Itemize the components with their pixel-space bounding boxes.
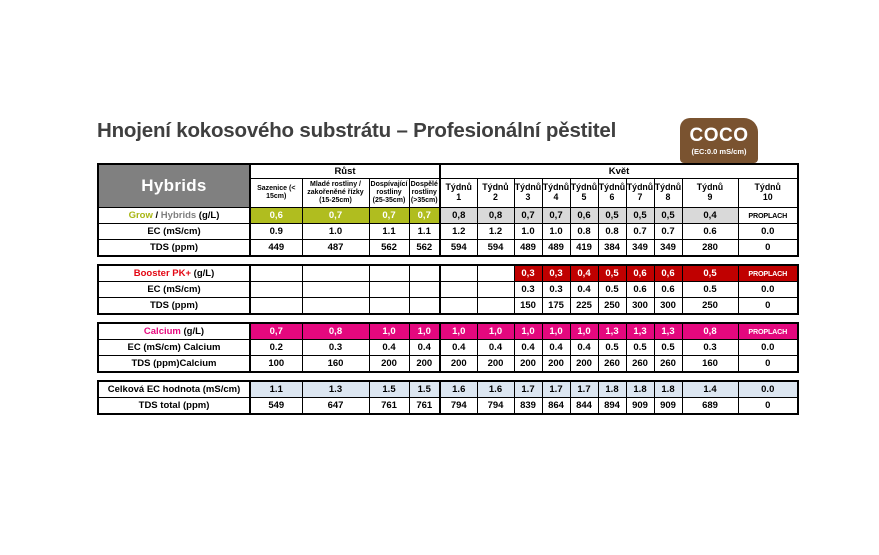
- value-cell: 1.6: [440, 381, 477, 398]
- value-cell: 1.1: [409, 224, 440, 240]
- group-header-row: [98, 164, 798, 179]
- value-cell: 489: [514, 240, 542, 257]
- value-cell: PROPLACH: [738, 265, 798, 282]
- calcium-rows: [98, 323, 798, 372]
- value-cell: 0: [738, 356, 798, 373]
- value-cell: 1.1: [369, 224, 409, 240]
- value-cell: 0,7: [302, 208, 369, 224]
- value-cell: 562: [369, 240, 409, 257]
- value-cell: 175: [542, 298, 570, 315]
- value-cell: 150: [514, 298, 542, 315]
- value-cell: 1.2: [440, 224, 477, 240]
- value-cell: [409, 282, 440, 298]
- value-cell: 0,5: [682, 265, 738, 282]
- grow-tds-row: [98, 240, 798, 257]
- value-cell: PROPLACH: [738, 323, 798, 340]
- value-cell: 549: [250, 398, 302, 415]
- booster-tds-row: [98, 298, 798, 315]
- booster-label-part: (g/L): [191, 267, 215, 279]
- stage-column-header: Sazenice (< 15cm): [250, 179, 302, 208]
- value-cell: 0.5: [598, 282, 626, 298]
- week-label: Týdnů: [482, 182, 509, 193]
- value-cell: 0,5: [654, 208, 682, 224]
- value-cell: 250: [598, 298, 626, 315]
- value-cell: 909: [654, 398, 682, 415]
- value-cell: 1.6: [477, 381, 514, 398]
- value-cell: 1.0: [542, 224, 570, 240]
- value-cell: 419: [570, 240, 598, 257]
- week-column-header: [654, 179, 682, 208]
- totals-rows: [98, 381, 798, 414]
- value-cell: 200: [570, 356, 598, 373]
- grow-label-part: Hybrids: [160, 209, 197, 221]
- coco-badge-ec: (EC:0.0 mS/cm): [691, 146, 747, 156]
- value-cell: 0,6: [626, 265, 654, 282]
- value-cell: 0,8: [302, 323, 369, 340]
- totals-label: TDS total (ppm): [98, 398, 250, 415]
- value-cell: 200: [440, 356, 477, 373]
- value-cell: 1,0: [542, 323, 570, 340]
- value-cell: [440, 282, 477, 298]
- booster-table: [97, 264, 799, 315]
- value-cell: 0.4: [409, 340, 440, 356]
- stage-column-header: Dospívající rostliny (25-35cm): [369, 179, 409, 208]
- value-cell: 1,0: [477, 323, 514, 340]
- value-cell: 0,7: [542, 208, 570, 224]
- value-cell: [477, 298, 514, 315]
- value-cell: 1,3: [626, 323, 654, 340]
- value-cell: 1.2: [477, 224, 514, 240]
- value-cell: 562: [409, 240, 440, 257]
- value-cell: [477, 282, 514, 298]
- value-cell: 300: [654, 298, 682, 315]
- week-column-header: [440, 179, 477, 208]
- calcium-dose-row: [98, 323, 798, 340]
- week-number: 10: [762, 192, 773, 202]
- week-label: Týdnů: [626, 182, 654, 193]
- value-cell: 0.0: [738, 224, 798, 240]
- value-cell: 1,0: [409, 323, 440, 340]
- value-cell: [302, 282, 369, 298]
- value-cell: 0,6: [654, 265, 682, 282]
- table-corner-hybrids: Hybrids: [98, 164, 250, 208]
- value-cell: 1,3: [598, 323, 626, 340]
- value-cell: 0.8: [598, 224, 626, 240]
- week-number: 2: [493, 192, 498, 202]
- value-cell: 594: [477, 240, 514, 257]
- grow-rows: [98, 208, 798, 257]
- value-cell: 0.3: [542, 282, 570, 298]
- phase-header-rust: Růst: [250, 164, 440, 179]
- coco-badge-label: COCO: [689, 124, 749, 146]
- value-cell: 761: [369, 398, 409, 415]
- week-column-header: [477, 179, 514, 208]
- value-cell: 689: [682, 398, 738, 415]
- value-cell: 0.5: [654, 340, 682, 356]
- value-cell: 0.4: [440, 340, 477, 356]
- value-cell: [250, 282, 302, 298]
- grow-label-part: (g/L): [196, 209, 220, 221]
- value-cell: 0,5: [598, 208, 626, 224]
- table-header: [98, 164, 798, 208]
- week-column-header: [738, 179, 798, 208]
- value-cell: [302, 298, 369, 315]
- week-number: 3: [525, 192, 531, 202]
- value-cell: 1,0: [514, 323, 542, 340]
- value-cell: [440, 265, 477, 282]
- week-number: 6: [609, 192, 615, 202]
- value-cell: 0.7: [654, 224, 682, 240]
- value-cell: 844: [570, 398, 598, 415]
- value-cell: 0,4: [570, 265, 598, 282]
- value-cell: 1.7: [514, 381, 542, 398]
- booster-ec-row: [98, 282, 798, 298]
- grow-label: EC (mS/cm): [98, 224, 250, 240]
- feeding-schedule: [97, 163, 799, 422]
- value-cell: 260: [654, 356, 682, 373]
- calcium-table: [97, 322, 799, 373]
- value-cell: 349: [654, 240, 682, 257]
- value-cell: 0,8: [477, 208, 514, 224]
- week-number: 1: [456, 192, 462, 202]
- value-cell: 0: [738, 240, 798, 257]
- calcium-label: TDS (ppm)Calcium: [98, 356, 250, 373]
- value-cell: 100: [250, 356, 302, 373]
- value-cell: 0.4: [477, 340, 514, 356]
- calcium-label-part: Calcium: [143, 325, 181, 337]
- value-cell: 0.5: [682, 282, 738, 298]
- value-cell: 200: [409, 356, 440, 373]
- value-cell: 0.5: [598, 340, 626, 356]
- value-cell: 0.6: [682, 224, 738, 240]
- week-column-header: [570, 179, 598, 208]
- calcium-ec-row: [98, 340, 798, 356]
- week-label: Týdnů: [514, 182, 542, 193]
- week-number: 7: [637, 192, 643, 202]
- value-cell: 794: [477, 398, 514, 415]
- week-number: 9: [707, 192, 713, 202]
- week-column-header: [682, 179, 738, 208]
- week-column-header: [598, 179, 626, 208]
- value-cell: 260: [598, 356, 626, 373]
- value-cell: 280: [682, 240, 738, 257]
- value-cell: 0,4: [682, 208, 738, 224]
- grow-label: TDS (ppm): [98, 240, 250, 257]
- booster-label-part: Booster PK+: [133, 267, 192, 279]
- value-cell: 1.0: [514, 224, 542, 240]
- value-cell: 349: [626, 240, 654, 257]
- value-cell: 594: [440, 240, 477, 257]
- value-cell: 0.3: [514, 282, 542, 298]
- value-cell: 1,0: [440, 323, 477, 340]
- value-cell: 0.4: [514, 340, 542, 356]
- week-label: Týdnů: [654, 182, 682, 193]
- page-title: Hnojení kokosového substrátu – Profesionální pěstitel: [97, 119, 617, 142]
- value-cell: [250, 265, 302, 282]
- value-cell: 1.0: [302, 224, 369, 240]
- value-cell: 1.5: [369, 381, 409, 398]
- calcium-label: [98, 323, 250, 340]
- value-cell: 1.8: [598, 381, 626, 398]
- value-cell: 794: [440, 398, 477, 415]
- grow-label-part: /: [152, 209, 161, 221]
- value-cell: [440, 298, 477, 315]
- value-cell: 1.3: [302, 381, 369, 398]
- totals-label: Celková EC hodnota (mS/cm): [98, 381, 250, 398]
- value-cell: 0,8: [440, 208, 477, 224]
- totals-table: [97, 380, 799, 415]
- stage-column-header: Dospělé rostliny (>35cm): [409, 179, 440, 208]
- week-number: 5: [581, 192, 587, 202]
- grow-label-part: Grow: [128, 209, 153, 221]
- value-cell: 0.0: [738, 282, 798, 298]
- total-ec-row: [98, 381, 798, 398]
- value-cell: [369, 282, 409, 298]
- value-cell: 0.3: [682, 340, 738, 356]
- grow-table: [97, 163, 799, 257]
- week-number: 8: [665, 192, 671, 202]
- value-cell: 1.1: [250, 381, 302, 398]
- week-column-header: [542, 179, 570, 208]
- value-cell: 260: [626, 356, 654, 373]
- value-cell: 0.5: [626, 340, 654, 356]
- grow-label: [98, 208, 250, 224]
- value-cell: 1.7: [542, 381, 570, 398]
- coco-badge: [680, 118, 758, 163]
- value-cell: 0,7: [250, 323, 302, 340]
- value-cell: 0: [738, 298, 798, 315]
- week-label: Týdnů: [754, 182, 781, 193]
- value-cell: 0.4: [570, 340, 598, 356]
- value-cell: 0.6: [626, 282, 654, 298]
- value-cell: 489: [542, 240, 570, 257]
- value-cell: 449: [250, 240, 302, 257]
- value-cell: 1.7: [570, 381, 598, 398]
- calcium-label-part: (g/L): [180, 325, 205, 337]
- value-cell: 0,7: [514, 208, 542, 224]
- value-cell: 0.2: [250, 340, 302, 356]
- value-cell: 0.4: [542, 340, 570, 356]
- total-tds-row: [98, 398, 798, 415]
- value-cell: PROPLACH: [738, 208, 798, 224]
- week-number: 4: [553, 192, 559, 202]
- value-cell: 1,0: [570, 323, 598, 340]
- value-cell: 0.8: [570, 224, 598, 240]
- week-label: Týdnů: [570, 182, 598, 193]
- value-cell: [369, 298, 409, 315]
- value-cell: 1,3: [654, 323, 682, 340]
- value-cell: 200: [477, 356, 514, 373]
- value-cell: 225: [570, 298, 598, 315]
- value-cell: 0,5: [626, 208, 654, 224]
- value-cell: [250, 298, 302, 315]
- value-cell: 1.8: [626, 381, 654, 398]
- value-cell: [409, 298, 440, 315]
- value-cell: [369, 265, 409, 282]
- value-cell: 0.3: [302, 340, 369, 356]
- week-column-header: [514, 179, 542, 208]
- week-label: Týdnů: [696, 182, 724, 193]
- booster-dose-row: [98, 265, 798, 282]
- grow-dose-row: [98, 208, 798, 224]
- value-cell: 200: [514, 356, 542, 373]
- booster-rows: [98, 265, 798, 314]
- value-cell: 160: [682, 356, 738, 373]
- value-cell: 0,3: [514, 265, 542, 282]
- value-cell: 0,6: [250, 208, 302, 224]
- value-cell: 1.8: [654, 381, 682, 398]
- value-cell: 1,0: [369, 323, 409, 340]
- value-cell: 839: [514, 398, 542, 415]
- week-label: Týdnů: [542, 182, 570, 193]
- value-cell: 894: [598, 398, 626, 415]
- value-cell: 1.5: [409, 381, 440, 398]
- booster-label: TDS (ppm): [98, 298, 250, 315]
- value-cell: 200: [542, 356, 570, 373]
- value-cell: 0.0: [738, 381, 798, 398]
- calcium-label: EC (mS/cm) Calcium: [98, 340, 250, 356]
- value-cell: 1.4: [682, 381, 738, 398]
- value-cell: 0.0: [738, 340, 798, 356]
- calcium-tds-row: [98, 356, 798, 373]
- value-cell: 0.6: [654, 282, 682, 298]
- week-column-header: [626, 179, 654, 208]
- value-cell: 0,5: [598, 265, 626, 282]
- week-label: Týdnů: [598, 182, 626, 193]
- value-cell: 761: [409, 398, 440, 415]
- value-cell: [477, 265, 514, 282]
- value-cell: 300: [626, 298, 654, 315]
- value-cell: 0,6: [570, 208, 598, 224]
- stage-column-header: Mladé rostliny / zakořeněné řízky (15-25cm): [302, 179, 369, 208]
- week-label: Týdnů: [445, 182, 472, 193]
- grow-ec-row: [98, 224, 798, 240]
- value-cell: 0: [738, 398, 798, 415]
- value-cell: 0.9: [250, 224, 302, 240]
- value-cell: 0.7: [626, 224, 654, 240]
- value-cell: 384: [598, 240, 626, 257]
- value-cell: 0,3: [542, 265, 570, 282]
- value-cell: 909: [626, 398, 654, 415]
- value-cell: 0.4: [369, 340, 409, 356]
- value-cell: 0,7: [409, 208, 440, 224]
- value-cell: 200: [369, 356, 409, 373]
- value-cell: 0,8: [682, 323, 738, 340]
- value-cell: 647: [302, 398, 369, 415]
- value-cell: 0.4: [570, 282, 598, 298]
- booster-label: EC (mS/cm): [98, 282, 250, 298]
- value-cell: 0,7: [369, 208, 409, 224]
- value-cell: 487: [302, 240, 369, 257]
- phase-header-kvet: Květ: [440, 164, 798, 179]
- booster-label: [98, 265, 250, 282]
- value-cell: [409, 265, 440, 282]
- value-cell: [302, 265, 369, 282]
- value-cell: 250: [682, 298, 738, 315]
- value-cell: 160: [302, 356, 369, 373]
- value-cell: 864: [542, 398, 570, 415]
